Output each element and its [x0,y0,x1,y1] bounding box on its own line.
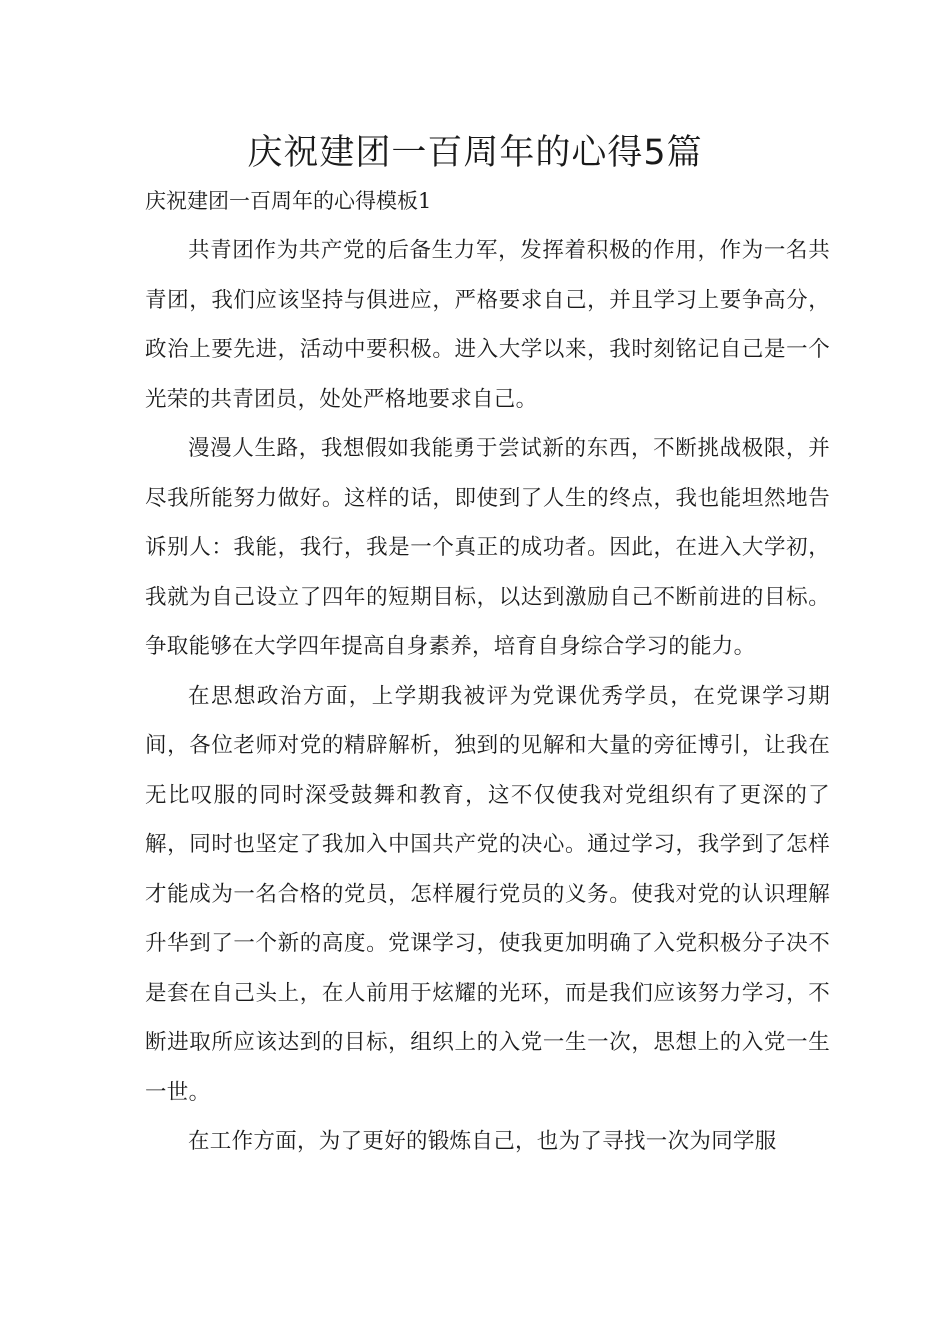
paragraph-3: 在思想政治方面，上学期我被评为党课优秀学员，在党课学习期间，各位老师对党的精辟解析，独到的见解和大量的旁征博引，让我在无比叹服的同时深受鼓舞和教育，这不仅使我对党组织有了更深的了解，同时也坚定了我加入中国共产党的决心。通过学习，我学到了怎样才能成为一名合格的党员，怎样履行党员的义务。使我对党的认识理解升华到了一个新的高度。党课学习，使我更加明确了入党积极分子决不是套在自己头上，在人前用于炫耀的光环，而是我们应该努力学习，不断进取所应该达到的目标，组织上的入党一生一次，思想上的入党一生一世。 [145,683,830,1105]
paragraph-2: 漫漫人生路，我想假如我能勇于尝试新的东西，不断挑战极限，并尽我所能努力做好。这样的话，即使到了人生的终点，我也能坦然地告诉别人：我能，我行，我是一个真正的成功者。因此，在进入大学初，我就为自己设立了四年的短期目标，以达到激励自己不断前进的目标。争取能够在大学四年提高自身素养，培育自身综合学习的能力。 [145,436,830,659]
document-title: 庆祝建团一百周年的心得5篇 [247,133,703,173]
paragraph-1: 共青团作为共产党的后备生力军，发挥着积极的作用，作为一名共青团，我们应该坚持与俱进应，严格要求自己，并且学习上要争高分，政治上要先进，活动中要积极。进入大学以来，我时刻铭记自己是一个光荣的共青团员，处处严格地要求自己。 [145,238,830,412]
paragraph-4: 在工作方面，为了更好的锻炼自己，也为了寻找一次为同学服 [188,1129,777,1154]
document-body [145,226,830,1167]
section-subtitle: 庆祝建团一百周年的心得模板1 [145,189,432,213]
